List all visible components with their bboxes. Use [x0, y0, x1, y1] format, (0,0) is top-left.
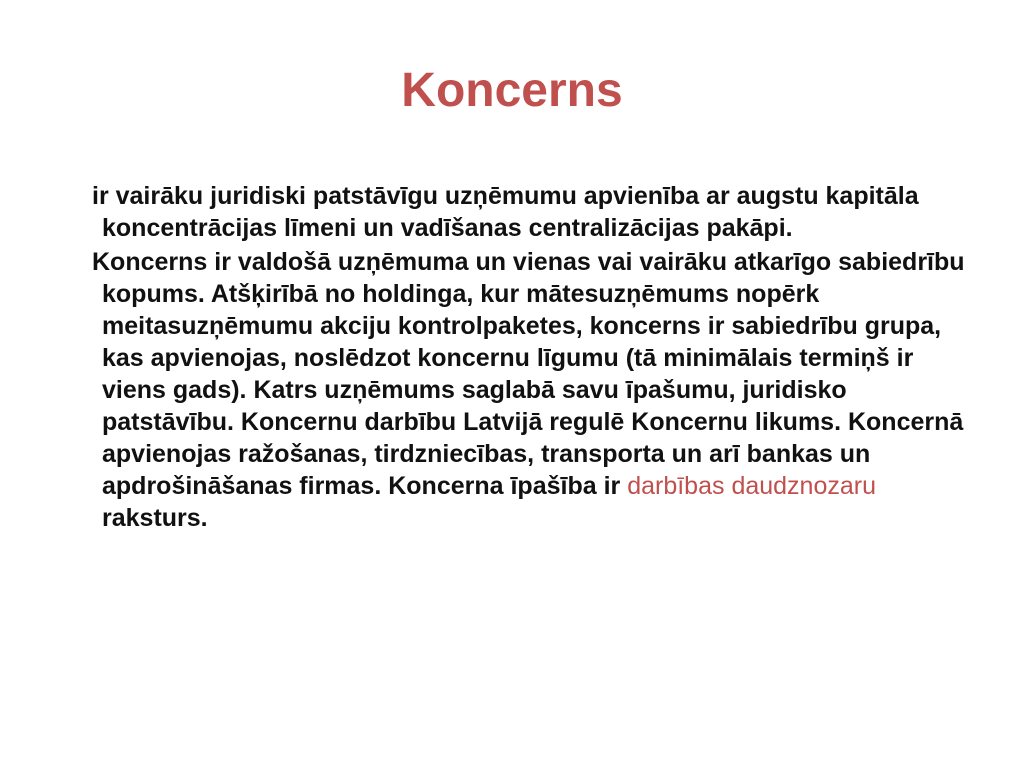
slide-body: [92, 180, 972, 536]
paragraph-description-text: Koncerns ir valdošā uzņēmuma un vienas vai vairāku atkarīgo sabiedrību kopums. Atšķirībā no holdinga, kur mātesuzņēmums nopērk meitasuzņēmumu akciju kontrolpaketes, koncerns ir sabiedrību grupa, kas apvienojas, noslēdzot koncernu līgumu (tā minimālais termiņš ir viens gads). Katrs uzņēmums saglabā savu īpašumu, juridisko patstāvību. Koncernu darbību Latvijā regulē Koncernu likums. Koncernā apvienojas ražošanas, tirdzniecības, transporta un arī bankas un apdrošināšanas firmas. Koncerna īpašība ir: [92, 248, 965, 500]
slide-title: Koncerns: [401, 64, 623, 117]
paragraph-description: [92, 246, 972, 534]
paragraph-description-ending: raksturs.: [102, 504, 208, 532]
paragraph-definition: ir vairāku juridiski patstāvīgu uzņēmumu apvienība ar augstu kapitāla koncentrācijas līmeni un vadīšanas centralizācijas pakāpi.: [92, 182, 919, 242]
highlighted-phrase: darbības daudznozaru: [627, 472, 876, 500]
